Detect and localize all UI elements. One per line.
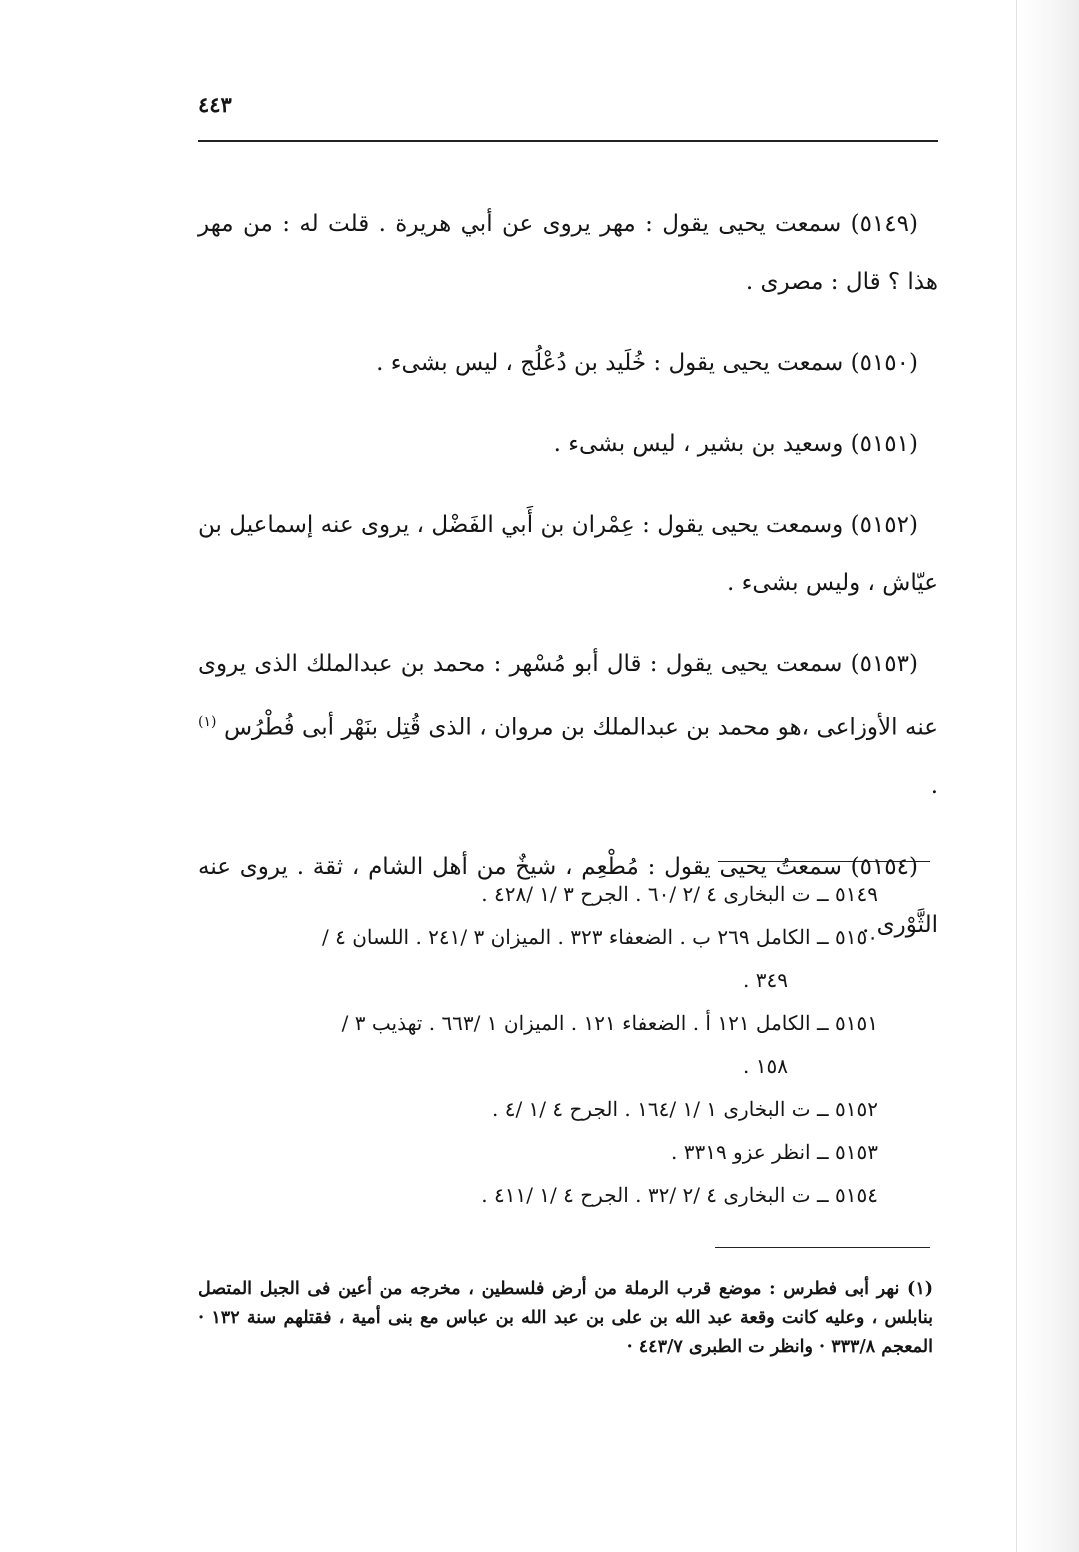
entry-5153 bbox=[198, 635, 938, 815]
entries-section bbox=[198, 172, 938, 966]
entry-5153-end: . bbox=[930, 772, 938, 799]
source-5154: ٥١٥٤ ــ ت البخارى ٤ /٢ /٣٢ . الجرح ٤ /١ /٤١١ . bbox=[481, 1183, 878, 1207]
footnote-ref: (١) bbox=[198, 714, 217, 730]
source-5152: ٥١٥٢ ــ ت البخارى ١ /١ /١٦٤ . الجرح ٤ /١ /٤ . bbox=[491, 1097, 878, 1121]
entry-5152: (٥١٥٢) وسمعت يحيى يقول : عِمْران بن أَبي الفَضْل ، يروى عنه إسماعيل بن عيّاش ، وليس بشىء . bbox=[198, 512, 938, 596]
footnote-divider bbox=[715, 1247, 930, 1248]
entry-5149: (٥١٤٩) سمعت يحيى يقول : مهر يروى عن أبي هريرة . قلت له : من مهر هذا ؟ قال : مصرى . bbox=[198, 211, 938, 295]
entry-5151: (٥١٥١) وسعيد بن بشير ، ليس بشىء . bbox=[553, 431, 918, 457]
footnote-1: (١) نهر أبى فطرس : موضع قرب الرملة من أرض فلسطين ، مخرجه من أعين فى الجبل المتصل بنابلس ، وعليه كانت وقعة عبد الله بن على بن عبد الله بن عباس مع بنى أمية ، فقتلهم سنة ١٣٢ · المعجم ٣٣٣/٨ · وانظر ت الطبرى ٤٤٣/٧ · bbox=[198, 1279, 933, 1357]
source-5150-continued: ٣٤٩ . bbox=[743, 968, 788, 992]
entry-5154: (٥١٥٤) سمعتُ يحيى يقول : مُطْعِم ، شيخٌ من أهل الشام ، ثقة . يروى عنه الثَّوْرى . bbox=[198, 853, 938, 938]
page-number: ٤٤٣ bbox=[198, 92, 232, 117]
source-5149: ٥١٤٩ ــ ت البخارى ٤ /٢ /٦٠ . الجرح ٣ /١ /٤٢٨ . bbox=[481, 882, 878, 906]
sources-section bbox=[198, 873, 918, 1217]
source-5150: ٥١٥٠ ــ الكامل ٢٦٩ ب . الضعفاء ٣٢٣ . الميزان ٣ /٢٤١ . اللسان ٤ / bbox=[321, 925, 878, 949]
scan-page-edge bbox=[1016, 0, 1079, 1552]
header-rule bbox=[198, 140, 938, 142]
sources-divider bbox=[718, 861, 930, 862]
entry-5153-text: (٥١٥٣) سمعت يحيى يقول : قال أبو مُسْهر : محمد بن عبدالملك الذى يروى عنه الأوزاعى ،هو محمد بن عبدالملك بن مروان ، الذى قُتِل بنَهْر أبى فُطْرُس bbox=[198, 651, 939, 741]
source-5151: ٥١٥١ ــ الكامل ١٢١ أ . الضعفاء ١٢١ . الميزان ١ /٦٦٣ . تهذيب ٣ / bbox=[341, 1011, 878, 1035]
entry-5150: (٥١٥٠) سمعت يحيى يقول : خُلَيد بن دُعْلُج ، ليس بشىء . bbox=[376, 350, 918, 376]
source-5153: ٥١٥٣ ــ انظر عزو ٣٣١٩ . bbox=[671, 1140, 878, 1164]
source-5151-continued: ١٥٨ . bbox=[743, 1054, 788, 1078]
